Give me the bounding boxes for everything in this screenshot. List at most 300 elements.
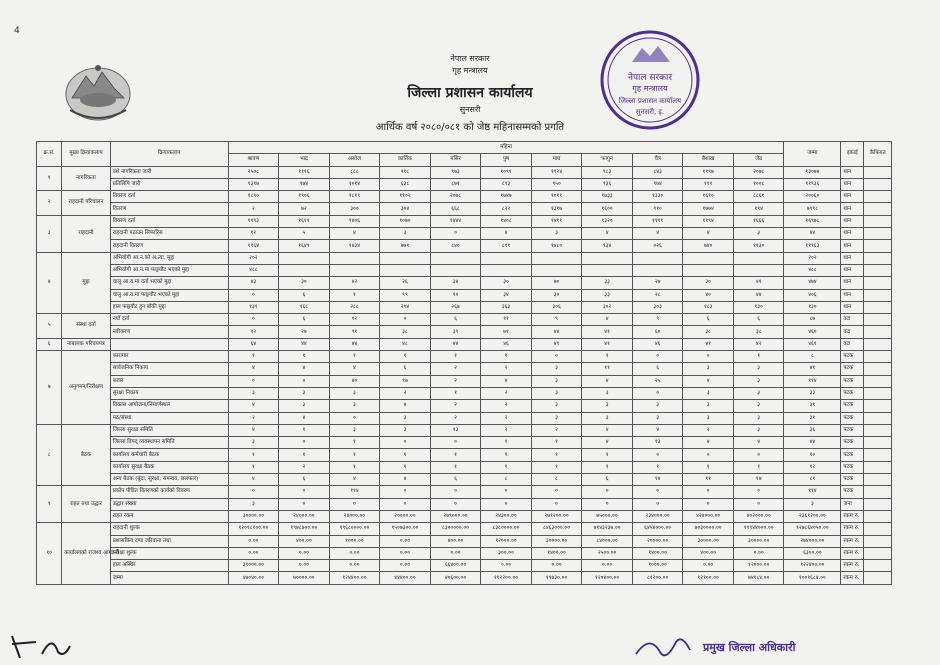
month-value-cell: ०.०० [481, 560, 532, 572]
month-value-cell: ८७१ [430, 178, 481, 190]
month-value-cell: ३० [531, 289, 582, 301]
row-total: ३६ [784, 424, 841, 436]
row-unit: थान [841, 191, 864, 203]
month-value-cell: ८३०००००.०० [430, 523, 481, 535]
month-value-cell: ४ [228, 363, 279, 375]
month-value-cell: ३ [582, 387, 633, 399]
month-value-cell: ४६ [481, 338, 532, 350]
month-value-cell: १७ [380, 375, 431, 387]
month-value-cell: ९१० [632, 203, 683, 215]
row-total: ३१ [784, 400, 841, 412]
month-value-cell: ४६ [632, 338, 683, 350]
month-value-cell: ० [380, 486, 431, 498]
month-value-cell: १ [481, 461, 532, 473]
row-total: १३०७४ [784, 166, 841, 178]
month-value-cell: २५००.०० [582, 547, 633, 559]
month-value-cell: ४००.०० [683, 547, 734, 559]
month-value-cell: १३२० [582, 215, 633, 227]
row-sn: १ [37, 166, 62, 191]
row-unit: पटक [841, 351, 864, 363]
month-value-cell: १६४९ [279, 240, 330, 252]
table-row [37, 486, 892, 498]
month-value-cell: ३ [683, 400, 734, 412]
month-value-cell: ३०२ [582, 301, 633, 313]
month-value-cell: १ [329, 449, 380, 461]
row-total: ३ [784, 498, 841, 510]
row-activity: हाल अस्थिर [110, 560, 228, 572]
month-value-cell: २७ [279, 326, 330, 338]
month-value-cell: ८४६३०००.०० [531, 523, 582, 535]
month-value-cell: १२४४००.०० [329, 572, 380, 584]
month-value-cell: १ [733, 461, 784, 473]
month-value-cell: ४ [481, 228, 532, 240]
row-unit: थान [841, 203, 864, 215]
month-value-cell: ३ [329, 400, 380, 412]
ministry-line: गृह मन्त्रालय [452, 66, 488, 75]
row-remark [864, 264, 892, 276]
month-value-cell: १ [430, 351, 481, 363]
month-value-cell: १९४ [733, 203, 784, 215]
month-value-cell [683, 252, 734, 264]
month-value-cell: २ [228, 412, 279, 424]
month-value-cell: १०००.०० [632, 560, 683, 572]
month-value-cell: ३ [380, 412, 431, 424]
month-value-cell: ०.०० [683, 560, 734, 572]
month-value-cell: २ [228, 203, 279, 215]
month-value-cell: १ [380, 461, 431, 473]
month-value-cell: १९७३०.०० [531, 572, 582, 584]
row-remark [864, 535, 892, 547]
month-value-cell: ९३४ [582, 240, 633, 252]
month-value-cell: ८८६१ [733, 191, 784, 203]
row-activity: अभियोगी आ.न.मा फछ्र्यौट भएको मुद्दा [110, 264, 228, 276]
month-value-cell: ८१२००.०० [632, 572, 683, 584]
month-value-cell: २५ [632, 375, 683, 387]
month-value-cell: ० [733, 498, 784, 510]
month-value-cell: २९४ [380, 301, 431, 313]
month-value-cell: ० [582, 486, 633, 498]
month-value-cell: ० [481, 486, 532, 498]
month-value-cell: ०.०० [228, 547, 279, 559]
month-value-cell: ४१ [582, 338, 633, 350]
row-remark [864, 424, 892, 436]
row-main-activity: राहदानी [62, 215, 110, 252]
month-value-cell: १३१ [228, 301, 279, 313]
month-value-cell: १३१७ [531, 203, 582, 215]
row-activity: परीक्षा शुल्क [110, 547, 228, 559]
month-value-cell: ३ [531, 363, 582, 375]
month-value-cell: १ [380, 449, 431, 461]
nepal-emblem-icon [58, 58, 138, 128]
row-unit: वटा [841, 314, 864, 326]
row-activity: सार्वजनिक निकाय [110, 363, 228, 375]
month-value-cell [582, 264, 633, 276]
officer-title: प्रमुख जिल्ला अधिकारी [703, 641, 796, 654]
row-unit: थान [841, 264, 864, 276]
row-main-activity: राहदानी परिचालन [62, 191, 110, 216]
month-value-cell: ३ [683, 412, 734, 424]
month-value-cell: ३ [632, 412, 683, 424]
row-unit: पटक [841, 412, 864, 424]
month-value-cell: ३ [531, 375, 582, 387]
month-value-cell: ४ [632, 424, 683, 436]
row-remark [864, 178, 892, 190]
month-value-cell: ७०३००००.०० [683, 523, 734, 535]
month-value-cell: ३००००.०० [531, 535, 582, 547]
row-activity: प्रतिलिपि जारी [110, 178, 228, 190]
month-value-cell: ४१ [733, 277, 784, 289]
month-value-cell: ० [632, 498, 683, 510]
month-value-cell: २ [430, 400, 481, 412]
row-unit: थान [841, 228, 864, 240]
month-value-cell: ० [632, 351, 683, 363]
month-value-cell: १ [733, 351, 784, 363]
stamp-text-2: गृह मन्त्रालय [632, 84, 668, 93]
month-value-cell: ३ [228, 437, 279, 449]
month-value-cell: ० [380, 437, 431, 449]
row-remark [864, 314, 892, 326]
month-header-10: जेठ [733, 154, 784, 166]
month-value-cell: १ [329, 351, 380, 363]
month-value-cell: ७५०००.०० [582, 510, 633, 522]
month-value-cell: ३४ [430, 277, 481, 289]
month-value-cell: ३ [733, 363, 784, 375]
month-value-cell: ४ [582, 228, 633, 240]
row-activity: कार्यालय कर्मचारी बैठक [110, 449, 228, 461]
month-value-cell: १ [430, 461, 481, 473]
month-value-cell [430, 264, 481, 276]
row-remark [864, 510, 892, 522]
month-value-cell: ११ [683, 474, 734, 486]
month-value-cell: ४ [582, 437, 633, 449]
gov-line: नेपाल सरकार [450, 54, 490, 63]
row-sn: ९ [37, 486, 62, 523]
row-remark [864, 498, 892, 510]
month-value-cell: ३८ [380, 326, 431, 338]
month-value-cell: ६ [279, 314, 330, 326]
row-total: १२७८६४०५०.०० [784, 523, 841, 535]
month-value-cell: ९५० [531, 178, 582, 190]
month-value-cell: ९९ [380, 289, 431, 301]
month-header-1: भाद्र [279, 154, 330, 166]
table-row [37, 203, 892, 215]
month-value-cell: १३३० [632, 191, 683, 203]
row-sn: ८ [37, 424, 62, 485]
month-value-cell: २ [430, 412, 481, 424]
month-value-cell: २०७८ [733, 166, 784, 178]
table-row [37, 412, 892, 424]
month-header-4: मंसिर [430, 154, 481, 166]
row-total: ७९९८ [784, 203, 841, 215]
header-sn: क्र.सं. [37, 142, 62, 167]
month-value-cell: ३८ [683, 326, 734, 338]
row-remark [864, 338, 892, 350]
month-value-cell: ४० [329, 375, 380, 387]
row-total: ६३००.०० [784, 547, 841, 559]
row-unit: थान [841, 252, 864, 264]
month-value-cell: ३०४ [380, 203, 431, 215]
month-value-cell: ११११ [632, 215, 683, 227]
month-value-cell [380, 264, 431, 276]
month-value-cell: ३ [531, 228, 582, 240]
month-value-cell: १६११ [279, 215, 330, 227]
header-remark: कैफियत [864, 142, 892, 167]
month-value-cell: ० [329, 498, 380, 510]
row-unit: थान [841, 277, 864, 289]
month-value-cell: ९८३ [582, 166, 633, 178]
month-value-cell: ६६४००.०० [430, 560, 481, 572]
month-value-cell: ४ [329, 474, 380, 486]
month-value-cell: १५०७३००.०० [380, 523, 431, 535]
month-value-cell: २३४०००.०० [632, 510, 683, 522]
month-value-cell: ३ [279, 387, 330, 399]
row-unit: पटक [841, 387, 864, 399]
office-title: जिल्ला प्रशासन कार्यालय [407, 85, 533, 101]
month-value-cell: १४८० [531, 240, 582, 252]
month-value-cell: २ [279, 461, 330, 473]
month-value-cell: ४२ [329, 277, 380, 289]
month-value-cell: २४३००.०० [481, 510, 532, 522]
row-remark [864, 215, 892, 227]
month-value-cell: २ [481, 387, 532, 399]
month-value-cell: ०२६ [632, 240, 683, 252]
month-value-cell: ६ [632, 363, 683, 375]
month-value-cell: १२१००.०० [683, 572, 734, 584]
row-remark [864, 228, 892, 240]
month-value-cell: ६ [380, 363, 431, 375]
row-remark [864, 572, 892, 584]
row-remark [864, 449, 892, 461]
row-main-activity: अनुगमन/निरीक्षण [62, 351, 110, 425]
month-value-cell: १ [380, 351, 431, 363]
month-value-cell: १४००.०० [531, 547, 582, 559]
month-value-cell: १ [683, 461, 734, 473]
row-activity: कारागार [110, 351, 228, 363]
month-value-cell: ८२२ [481, 203, 532, 215]
row-unit: पटक [841, 449, 864, 461]
row-total: ४६० [784, 326, 841, 338]
month-value-cell: ९१८ [380, 166, 431, 178]
report-subject: आर्थिक वर्ष २०८०/०८१ को जेष्ठ महिनासम्मको प्रगति [375, 122, 565, 133]
month-value-cell: ६ [683, 314, 734, 326]
month-value-cell: १ [279, 424, 330, 436]
row-activity: मठ/संस्था [110, 412, 228, 424]
row-remark [864, 351, 892, 363]
row-main-activity: नागरिकता [62, 166, 110, 191]
row-activity: बजार [110, 375, 228, 387]
month-value-cell: ११ [582, 363, 633, 375]
row-activity: जिल्ला विपद् व्यवस्थापन समिति [110, 437, 228, 449]
row-unit: पटक [841, 424, 864, 436]
row-total: १० [784, 449, 841, 461]
month-header-8: चैत्र [632, 154, 683, 166]
month-value-cell: ६० [632, 326, 683, 338]
month-value-cell: ११०२ [380, 191, 431, 203]
month-value-cell: १८१९ [329, 191, 380, 203]
row-unit: पटक [841, 400, 864, 412]
month-value-cell: १ [582, 351, 633, 363]
month-value-cell: ० [228, 486, 279, 498]
row-total: ४४ [784, 228, 841, 240]
month-value-cell [279, 264, 330, 276]
month-value-cell: ५ [279, 228, 330, 240]
row-total: १२ [784, 461, 841, 473]
month-value-cell: १११ [683, 178, 734, 190]
month-value-cell: ३ [531, 400, 582, 412]
header-total: जम्मा [784, 142, 841, 167]
month-value-cell: ०.०० [380, 560, 431, 572]
month-value-cell: १ [481, 351, 532, 363]
month-value-cell [733, 252, 784, 264]
month-value-cell: ९ [632, 314, 683, 326]
row-unit: रकम रु. [841, 523, 864, 535]
row-activity: नवीकरण [110, 326, 228, 338]
month-value-cell: ० [632, 387, 683, 399]
row-remark [864, 252, 892, 264]
row-unit: पटक [841, 363, 864, 375]
month-value-cell [683, 264, 734, 276]
row-remark [864, 240, 892, 252]
month-value-cell: २ [430, 375, 481, 387]
month-value-cell: ३००००.०० [733, 535, 784, 547]
row-total: २०२ [784, 252, 841, 264]
row-total: ११४ [784, 486, 841, 498]
month-value-cell: ३ [733, 400, 784, 412]
month-value-cell: १२०००.०० [733, 560, 784, 572]
row-remark [864, 387, 892, 399]
month-value-cell: ४१ [582, 326, 633, 338]
row-unit: रकम रु. [841, 572, 864, 584]
row-activity: सुरक्षा निकाय [110, 387, 228, 399]
office-stamp-icon [598, 28, 702, 132]
month-value-cell: ३००.०० [481, 547, 532, 559]
month-value-cell [329, 252, 380, 264]
month-value-cell: ४९ [531, 338, 582, 350]
month-value-cell: २७१२००.०० [531, 510, 582, 522]
month-value-cell: १ [228, 351, 279, 363]
table-row [37, 264, 892, 276]
month-value-cell: ० [380, 498, 431, 510]
month-value-cell: ३ [279, 400, 330, 412]
row-total: ११४ [784, 375, 841, 387]
month-value-cell: ०.०० [733, 547, 784, 559]
month-value-cell: १ [329, 289, 380, 301]
month-value-cell: ४ [733, 437, 784, 449]
row-remark [864, 560, 892, 572]
month-value-cell: १४४४ [430, 215, 481, 227]
month-value-cell: ३ [228, 498, 279, 510]
month-value-cell: १२०००.०० [481, 535, 532, 547]
month-value-cell: २ [481, 400, 532, 412]
month-value-cell: ४ [632, 228, 683, 240]
row-main-activity: बैठक [62, 424, 110, 485]
month-value-cell: ६३८ [380, 178, 431, 190]
month-value-cell: ०.०० [430, 547, 481, 559]
month-value-cell: ४००.०० [279, 535, 330, 547]
row-sn: ४ [37, 252, 62, 313]
table-row [37, 289, 892, 301]
month-value-cell: ४४४००.०० [380, 572, 431, 584]
month-value-cell: १ [279, 351, 330, 363]
table-row [37, 449, 892, 461]
row-activity: उद्धार संख्या [110, 498, 228, 510]
month-value-cell: १६१० [683, 191, 734, 203]
month-value-cell: ३ [733, 424, 784, 436]
month-value-cell: ८ [531, 474, 582, 486]
row-unit: रकम रु. [841, 510, 864, 522]
stamp-text-4: सुनसरी, इ. [635, 108, 665, 116]
month-value-cell: २००००.०० [632, 535, 683, 547]
month-value-cell [582, 252, 633, 264]
month-value-cell: १०१४ [329, 178, 380, 190]
table-row [37, 351, 892, 363]
month-value-cell: ४ [228, 424, 279, 436]
row-total: २३६१२००.०० [784, 510, 841, 522]
row-activity: चालु आ.व.मा फछ्र्यौट भएको मुद्दा [110, 289, 228, 301]
month-value-cell: २७ [632, 277, 683, 289]
table-row [37, 572, 892, 584]
month-value-cell: ११९७ [683, 166, 734, 178]
month-value-cell: ३ [228, 387, 279, 399]
month-value-cell: ४८ [380, 338, 431, 350]
table-row [37, 326, 892, 338]
month-value-cell: ४ [279, 412, 330, 424]
row-sn: ६ [37, 338, 62, 350]
month-value-cell: ० [279, 498, 330, 510]
row-remark [864, 486, 892, 498]
row-remark [864, 326, 892, 338]
district-name: सुनसरी [459, 105, 481, 114]
month-value-cell: २ [481, 424, 532, 436]
row-unit: रकम रु. [841, 547, 864, 559]
table-row [37, 547, 892, 559]
month-value-cell: ४ [582, 424, 633, 436]
month-value-cell: ० [430, 498, 481, 510]
month-value-cell: ० [380, 314, 431, 326]
row-total: १३० [784, 301, 841, 313]
month-value-cell: ११२२००.०० [481, 572, 532, 584]
month-header-5: पुष [481, 154, 532, 166]
month-value-cell: १ [228, 449, 279, 461]
row-activity: कार्यालय सुरक्षा बैठक [110, 461, 228, 473]
month-value-cell: २४०००.०० [279, 510, 330, 522]
row-unit: वटा [841, 326, 864, 338]
row-activity: प्रशासकिय दण्ड जरिवाना तथा [110, 535, 228, 547]
month-value-cell: २ [683, 424, 734, 436]
month-value-cell: १४०६ [329, 215, 380, 227]
row-activity: अभियोगी आ.न.को अ.त्या. मुद्दा [110, 252, 228, 264]
month-value-cell: १६८ [279, 301, 330, 313]
month-value-cell: ११२४ [531, 166, 582, 178]
month-value-cell: १०११ [531, 191, 582, 203]
month-value-cell: ४०२०००.०० [733, 510, 784, 522]
row-sn: ५ [37, 314, 62, 339]
month-value-cell: ११९४ [683, 215, 734, 227]
month-value-cell: ८ [481, 474, 532, 486]
row-activity: चालु आ.व.मा दर्ता भएको मुद्दा [110, 277, 228, 289]
month-value-cell: ० [733, 486, 784, 498]
month-value-cell: ४४ [531, 326, 582, 338]
month-value-cell: ६ [582, 474, 633, 486]
month-value-cell: ३ [683, 387, 734, 399]
month-value-cell: ४२ [733, 338, 784, 350]
month-value-cell: ४ [582, 314, 633, 326]
month-value-cell: १२ [228, 326, 279, 338]
row-unit: थान [841, 301, 864, 313]
row-remark [864, 203, 892, 215]
month-value-cell: ४४ [279, 338, 330, 350]
row-sn: १० [37, 523, 62, 584]
